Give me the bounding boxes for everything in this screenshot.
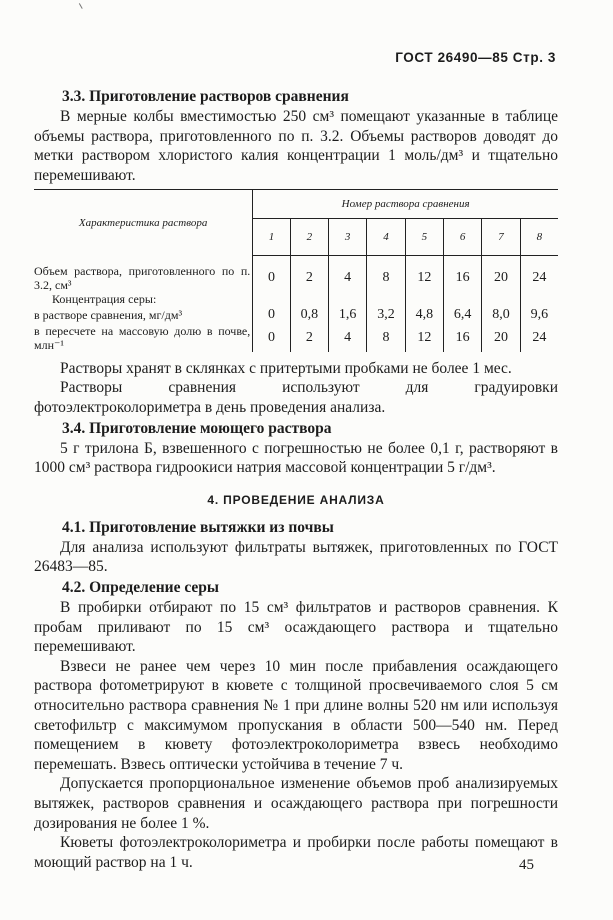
- table-cell: 0: [253, 324, 290, 352]
- table-cell: 16: [444, 264, 482, 292]
- table-cell: 12: [405, 324, 443, 352]
- table-row: [34, 306, 558, 324]
- table-cell: 3,2: [367, 306, 405, 324]
- table-cell: 8,0: [482, 306, 520, 324]
- table-cell: 0,8: [290, 306, 328, 324]
- table-number: 4: [367, 219, 405, 256]
- table-cell: 1,6: [329, 306, 367, 324]
- table-cell: 8: [367, 324, 405, 352]
- table-cell: 6,4: [444, 306, 482, 324]
- table-cell: 4,8: [405, 306, 443, 324]
- table-number: 3: [329, 219, 367, 256]
- table-number: 1: [253, 219, 290, 256]
- table-cell: 24: [532, 269, 547, 285]
- table-number: 8: [520, 219, 558, 256]
- table-cell: 4: [329, 264, 367, 292]
- table-col-header: Характеристика раствора: [34, 190, 253, 256]
- table-cell: 16: [444, 324, 482, 352]
- table-cell: 20: [482, 264, 520, 292]
- scan-mark: [79, 1, 86, 9]
- table-cell: 12: [405, 264, 443, 292]
- row-label: Концентрация серы:: [34, 292, 253, 306]
- row-label: в пересчете на массовую долю в почве, млн⁻¹: [34, 324, 253, 352]
- heading-3-4: 3.4. Приготовление моющего раствора: [62, 419, 332, 437]
- table-row: [34, 264, 558, 292]
- page-content: [34, 86, 558, 872]
- table-row: [34, 324, 558, 352]
- paragraph-4-2-1: В пробирки отбирают по 15 см³ фильтратов и растворов сравнения. К пробам приливают по 15 см³ осаждающего раствора и тщательно перемешивают.: [34, 599, 558, 656]
- heading-4-1: 4.1. Приготовление вытяжки из почвы: [62, 518, 334, 536]
- paragraph-4-2-3: Допускается пропорциональное изменение объемов проб анализируемых вытяжек, растворов сравнения и осаждающего раствора при погрешности дозирования не более 1 %.: [34, 775, 558, 832]
- table-row: [34, 292, 558, 306]
- page-header: ГОСТ 26490—85 Стр. 3: [395, 50, 556, 65]
- table-cell: 4: [329, 324, 367, 352]
- section-4-title: 4. ПРОВЕДЕНИЕ АНАЛИЗА: [207, 492, 385, 507]
- table-cell: 2: [290, 264, 328, 292]
- table-cell: 2: [290, 324, 328, 352]
- table-number: 2: [290, 219, 328, 256]
- table-number: 6: [444, 219, 482, 256]
- paragraph-4-1-1: Для анализа используют фильтраты вытяжек, приготовленных по ГОСТ 26483—85.: [34, 538, 558, 576]
- paragraph-calibration: Растворы сравнения используют для градуировки фотоэлектроколориметра в день проведения анализа.: [34, 379, 558, 417]
- table-cell: 9,6: [530, 306, 549, 322]
- comparison-solutions-table: [34, 189, 558, 352]
- paragraph-4-2-2: Взвеси не ранее чем через 10 мин после прибавления осаждающего раствора фотометрируют в кювете с толщиной просвечиваемого слоя 5 см относительно раствора сравнения № 1 при длине волны 520 нм или используя светофильтр с максимумом пропускания в области 500—540 нм. Перед помещением в кювету фотоэлектроколориметра взвесь необходимо перемешать. Взвесь оптически устойчива в течение 7 ч.: [34, 657, 558, 773]
- table-group-header: Номер раствора сравнения: [253, 190, 558, 219]
- row-label: в растворе сравнения, мг/дм³: [34, 306, 253, 324]
- table-cell: 0: [253, 264, 290, 292]
- heading-3-3: 3.3. Приготовление растворов сравнения: [62, 88, 349, 105]
- paragraph-4-2-4: Кюветы фотоэлектроколориметра и пробирки после работы помещают в моющий раствор на 1 ч.: [34, 834, 558, 871]
- paragraph-3-3-1: В мерные колбы вместимостью 250 см³ помещают указанные в таблице объемы раствора, приготовленного по п. 3.2. Объемы растворов доводят до метки раствором хлористого калия концентрации 1 моль/дм³ и тщательно перемешивают.: [34, 108, 558, 184]
- paragraph-3-4-1: 5 г трилона Б, взвешенного с погрешностью не более 0,1 г, растворяют в 1000 см³ раствора гидроокиси натрия массовой концентрации 5 г/дм³.: [34, 439, 558, 477]
- table-cell: 0: [253, 306, 290, 324]
- table-cell: 24: [532, 329, 547, 345]
- table-cell: 8: [367, 264, 405, 292]
- table-number: 5: [405, 219, 443, 256]
- table-cell: 20: [482, 324, 520, 352]
- paragraph-storage: Растворы хранят в склянках с притертыми пробками не более 1 мес.: [60, 359, 512, 377]
- table-number: 7: [482, 219, 520, 256]
- heading-4-2: 4.2. Определение серы: [62, 579, 219, 597]
- page-number: 45: [519, 857, 534, 873]
- row-label: Объем раствора, приготовленного по п. 3.2, см³: [34, 264, 253, 292]
